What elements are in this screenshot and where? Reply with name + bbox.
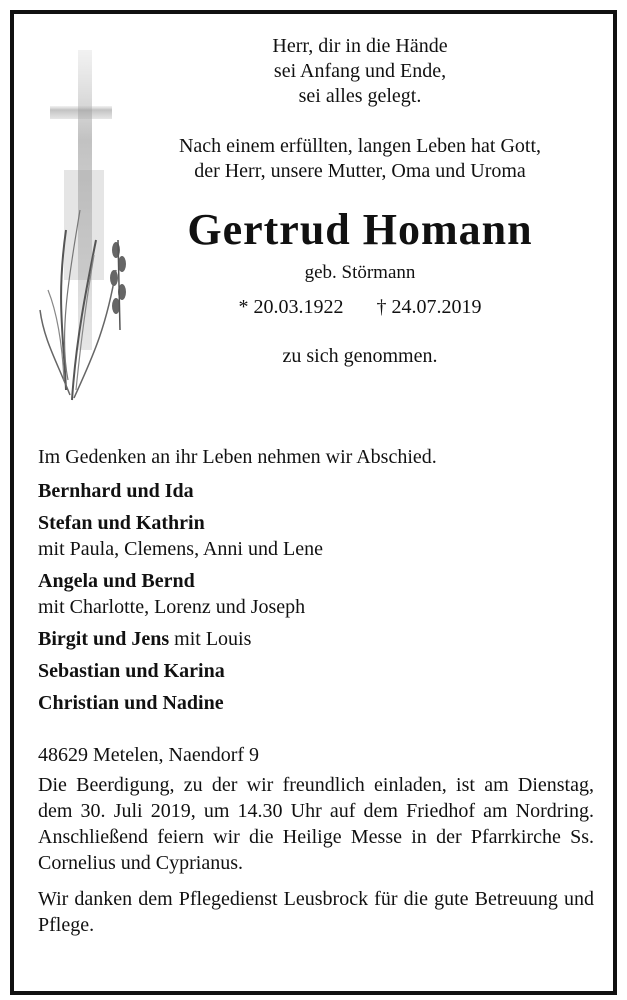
intro-line: der Herr, unsere Mutter, Oma und Uroma [194, 160, 526, 182]
birth-date: * 20.03.1922 [238, 296, 344, 318]
family-entry [38, 478, 594, 504]
address: 48629 Metelen, Naendorf 9 [38, 744, 260, 766]
body-block [38, 444, 594, 938]
life-dates [120, 295, 600, 320]
family-entry [38, 690, 594, 716]
family-names: Stefan und Kathrin [38, 512, 205, 534]
taken-text: zu sich genommen. [282, 345, 438, 367]
header-block [120, 34, 600, 369]
intro [120, 134, 600, 184]
intro-line: Nach einem erfüllten, langen Leben hat Gott, [178, 135, 542, 157]
deceased-name: Gertrud Homann [187, 205, 533, 254]
family-entry [38, 568, 594, 620]
birth-name: geb. Störmann [304, 262, 416, 283]
family-suffix: mit Louis [169, 628, 252, 650]
death-date: † 24.07.2019 [376, 296, 482, 318]
family-names: Sebastian und Karina [38, 660, 225, 682]
motto-line: sei Anfang und Ende, [273, 60, 447, 82]
family-entry [38, 658, 594, 684]
motto-line: sei alles gelegt. [298, 85, 422, 107]
motto-line: Herr, dir in die Hände [272, 35, 448, 57]
family-entry [38, 510, 594, 562]
family-names: Christian und Nadine [38, 692, 224, 714]
family-names: Bernhard und Ida [38, 480, 194, 502]
funeral-info: Die Beerdigung, zu der wir freundlich einladen, ist am Dienstag, dem 30. Juli 2019, um 14.30 Uhr auf dem Friedhof am Nordring. Anschließend feiern wir die Heilige Messe in der Pfarrkirche Ss. Cornelius und Cyprianus. [38, 774, 594, 874]
family-names: Birgit und Jens [38, 628, 170, 650]
family-entry [38, 626, 594, 652]
farewell-text: Im Gedenken an ihr Leben nehmen wir Abschied. [38, 446, 437, 468]
family-children: mit Paula, Clemens, Anni und Lene [38, 538, 323, 560]
family-children: mit Charlotte, Lorenz und Joseph [38, 596, 306, 618]
motto [120, 34, 600, 109]
family-names: Angela und Bernd [38, 570, 195, 592]
thanks-text: Wir danken dem Pflegedienst Leusbrock für die gute Betreuung und Pflege. [38, 888, 594, 936]
